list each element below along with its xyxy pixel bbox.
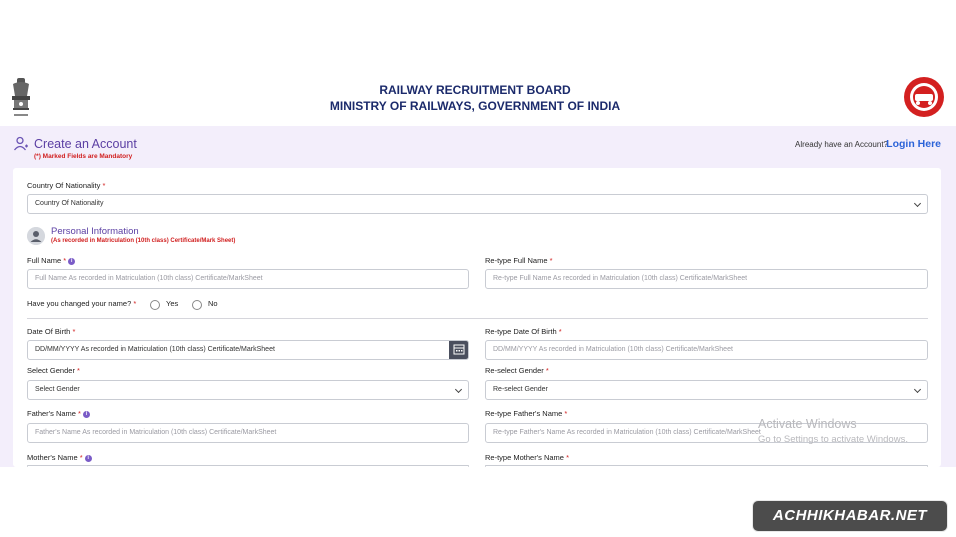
retype-full-name-input[interactable]: Re-type Full Name As recorded in Matriculation (10th class) Certificate/MarkSheet (485, 269, 928, 289)
reselect-gender-label-text: Re-select Gender (485, 366, 544, 375)
required-asterisk: * (102, 181, 106, 190)
required-asterisk: * (564, 409, 568, 418)
father-name-input[interactable]: Father's Name As recorded in Matriculation (10th class) Certificate/MarkSheet (27, 423, 469, 443)
mandatory-note: (*) Marked Fields are Mandatory (34, 153, 133, 160)
retype-mother-name-label (485, 453, 569, 462)
gender-select[interactable] (27, 380, 469, 400)
header-title-line2: MINISTRY OF RAILWAYS, GOVERNMENT OF INDIA (329, 99, 621, 113)
info-icon[interactable]: i (68, 258, 75, 265)
header-title-line1: RAILWAY RECRUITMENT BOARD (379, 83, 571, 97)
required-asterisk: * (549, 256, 553, 265)
name-changed-label (27, 299, 136, 308)
calendar-button[interactable] (449, 340, 469, 359)
required-asterisk: * (566, 453, 569, 462)
reselect-gender-label (485, 366, 549, 375)
yes-label: Yes (166, 299, 179, 308)
required-asterisk: * (72, 327, 76, 336)
dob-label (27, 327, 75, 336)
retype-full-name-label (485, 256, 553, 265)
no-label: No (208, 299, 218, 308)
section-title-personal-information: Personal Information (51, 226, 139, 237)
retype-mother-name-label-text: Re-type Mother's Name (485, 453, 564, 462)
nationality-select-value: Country Of Nationality (35, 200, 104, 207)
full-name-label (27, 256, 75, 265)
info-icon[interactable]: i (83, 411, 90, 418)
retype-dob-input[interactable]: DD/MM/YYYY As recorded in Matriculation (10th class) Certificate/MarkSheet (485, 340, 928, 360)
gender-label-text: Select Gender (27, 366, 75, 375)
chevron-down-icon (914, 386, 921, 393)
site-watermark-badge: ACHHIKHABAR.NET (752, 500, 948, 532)
chevron-down-icon (914, 200, 921, 207)
info-icon[interactable]: i (85, 455, 92, 462)
retype-dob-label (485, 327, 562, 336)
required-asterisk: * (78, 409, 81, 418)
dob-label-text: Date Of Birth (27, 327, 71, 336)
chevron-down-icon (455, 386, 462, 393)
retype-father-name-label (485, 409, 567, 418)
retype-father-name-label-text: Re-type Father's Name (485, 409, 563, 418)
reselect-gender-select-value: Re-select Gender (493, 386, 548, 393)
already-account-text: Already have an Account? (795, 140, 888, 149)
required-asterisk: * (545, 366, 549, 375)
retype-mother-name-input[interactable] (485, 465, 928, 467)
user-add-icon (13, 136, 29, 152)
name-changed-no-radio[interactable] (192, 300, 202, 310)
indian-railways-logo-icon (903, 76, 945, 118)
mother-name-input[interactable] (27, 465, 469, 467)
page-title: Create an Account (34, 137, 137, 151)
create-account-bar (0, 126, 956, 162)
full-name-label-text: Full Name (27, 256, 62, 265)
activate-windows-watermark: Activate Windows (758, 417, 857, 431)
required-asterisk: * (558, 327, 562, 336)
nationality-select[interactable] (27, 194, 928, 214)
nationality-label-text: Country Of Nationality (27, 181, 101, 190)
activate-windows-subtext: Go to Settings to activate Windows. (758, 434, 908, 445)
dob-input[interactable] (27, 340, 469, 360)
gender-select-value: Select Gender (35, 386, 80, 393)
divider (27, 318, 928, 319)
name-changed-label-text: Have you changed your name? (27, 299, 132, 308)
section-subtitle: (As recorded in Matriculation (10th class) Certificate/Mark Sheet) (51, 238, 236, 244)
required-asterisk: * (133, 299, 137, 308)
name-changed-yes-radio[interactable] (150, 300, 160, 310)
required-asterisk: * (63, 256, 67, 265)
gender-label (27, 366, 80, 375)
nationality-label (27, 181, 105, 190)
required-asterisk: * (77, 366, 80, 375)
father-name-label-text: Father's Name (27, 409, 76, 418)
dob-placeholder: DD/MM/YYYY As recorded in Matriculation (10th class) Certificate/MarkSheet (35, 346, 275, 353)
calendar-icon (449, 340, 469, 359)
reselect-gender-select[interactable] (485, 380, 928, 400)
full-name-input[interactable]: Full Name As recorded in Matriculation (10th class) Certificate/MarkSheet (27, 269, 469, 289)
login-here-link[interactable]: Login Here (886, 138, 941, 150)
required-asterisk: * (79, 453, 83, 462)
mother-name-label (27, 453, 92, 462)
site-header (0, 72, 956, 126)
person-icon (27, 227, 45, 245)
mother-name-label-text: Mother's Name (27, 453, 78, 462)
retype-dob-label-text: Re-type Date Of Birth (485, 327, 557, 336)
retype-full-name-label-text: Re-type Full Name (485, 256, 548, 265)
retype-father-name-input[interactable]: Re-type Father's Name As recorded in Matriculation (10th class) Certificate/MarkSheet (485, 423, 928, 443)
father-name-label (27, 409, 90, 418)
